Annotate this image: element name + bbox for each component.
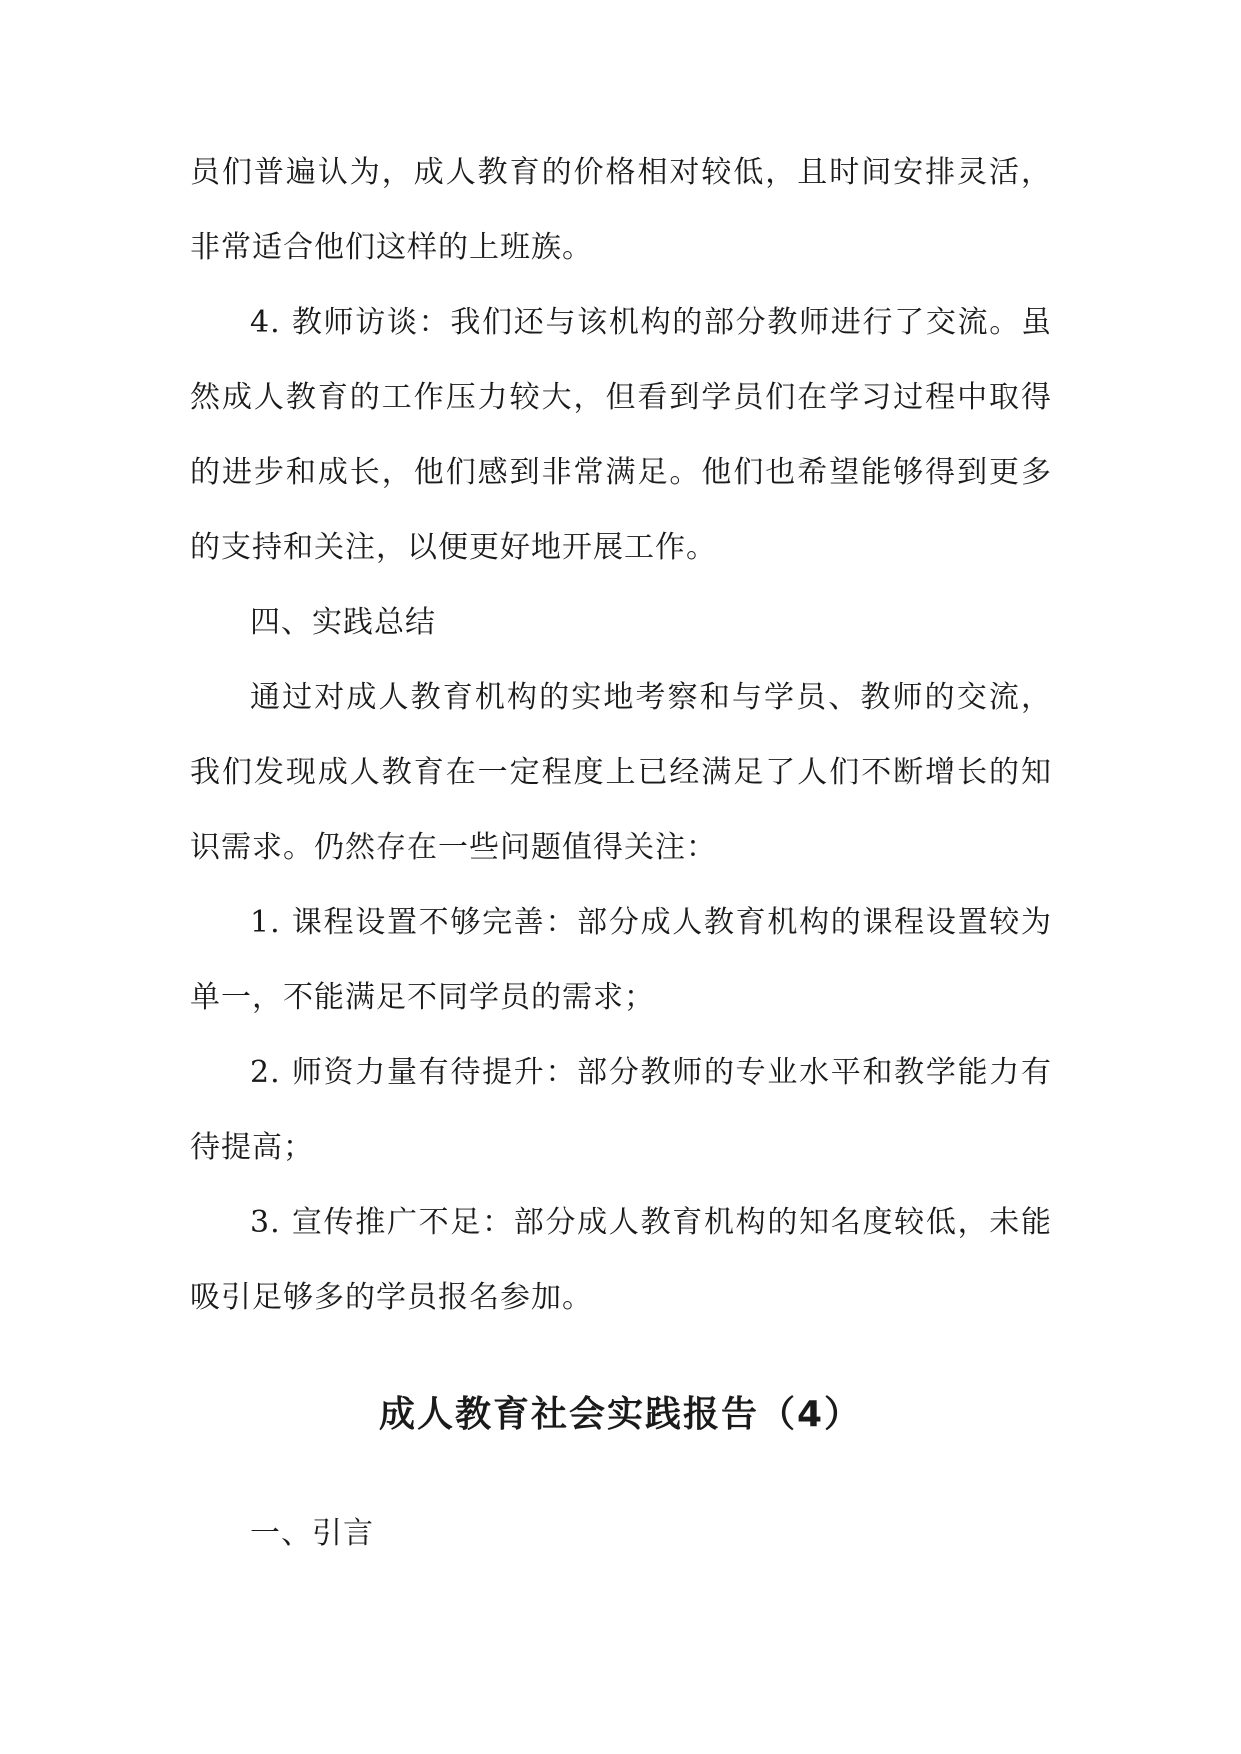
heading-practice-summary: 四、实践总结 <box>250 605 436 640</box>
list-item-promotion: 3. 宣传推广不足：部分成人教育机构的知名度较低，未能吸引足够多的学员报名参加。 <box>190 1205 1052 1315</box>
list-item-teachers: 2. 师资力量有待提升：部分教师的专业水平和教学能力有待提高； <box>190 1055 1052 1165</box>
list-item-curriculum: 1. 课程设置不够完善：部分成人教育机构的课程设置较为单一，不能满足不同学员的需求； <box>190 905 1052 1015</box>
body-text-upper <box>190 135 1052 1335</box>
body-text-lower <box>190 1496 1052 1571</box>
heading-introduction: 一、引言 <box>250 1516 374 1551</box>
paragraph-summary: 通过对成人教育机构的实地考察和与学员、教师的交流，我们发现成人教育在一定程度上已经满足了人们不断增长的知识需求。仍然存在一些问题值得关注： <box>190 680 1052 865</box>
section-title: 成人教育社会实践报告（4） <box>378 1394 863 1435</box>
paragraph-teacher-interview: 4. 教师访谈：我们还与该机构的部分教师进行了交流。虽然成人教育的工作压力较大，但看到学员们在学习过程中取得的进步和成长，他们感到非常满足。他们也希望能够得到更多的支持和关注，以便更好地开展工作。 <box>190 305 1052 565</box>
paragraph-continuation: 员们普遍认为，成人教育的价格相对较低，且时间安排灵活，非常适合他们这样的上班族。 <box>190 155 1052 265</box>
